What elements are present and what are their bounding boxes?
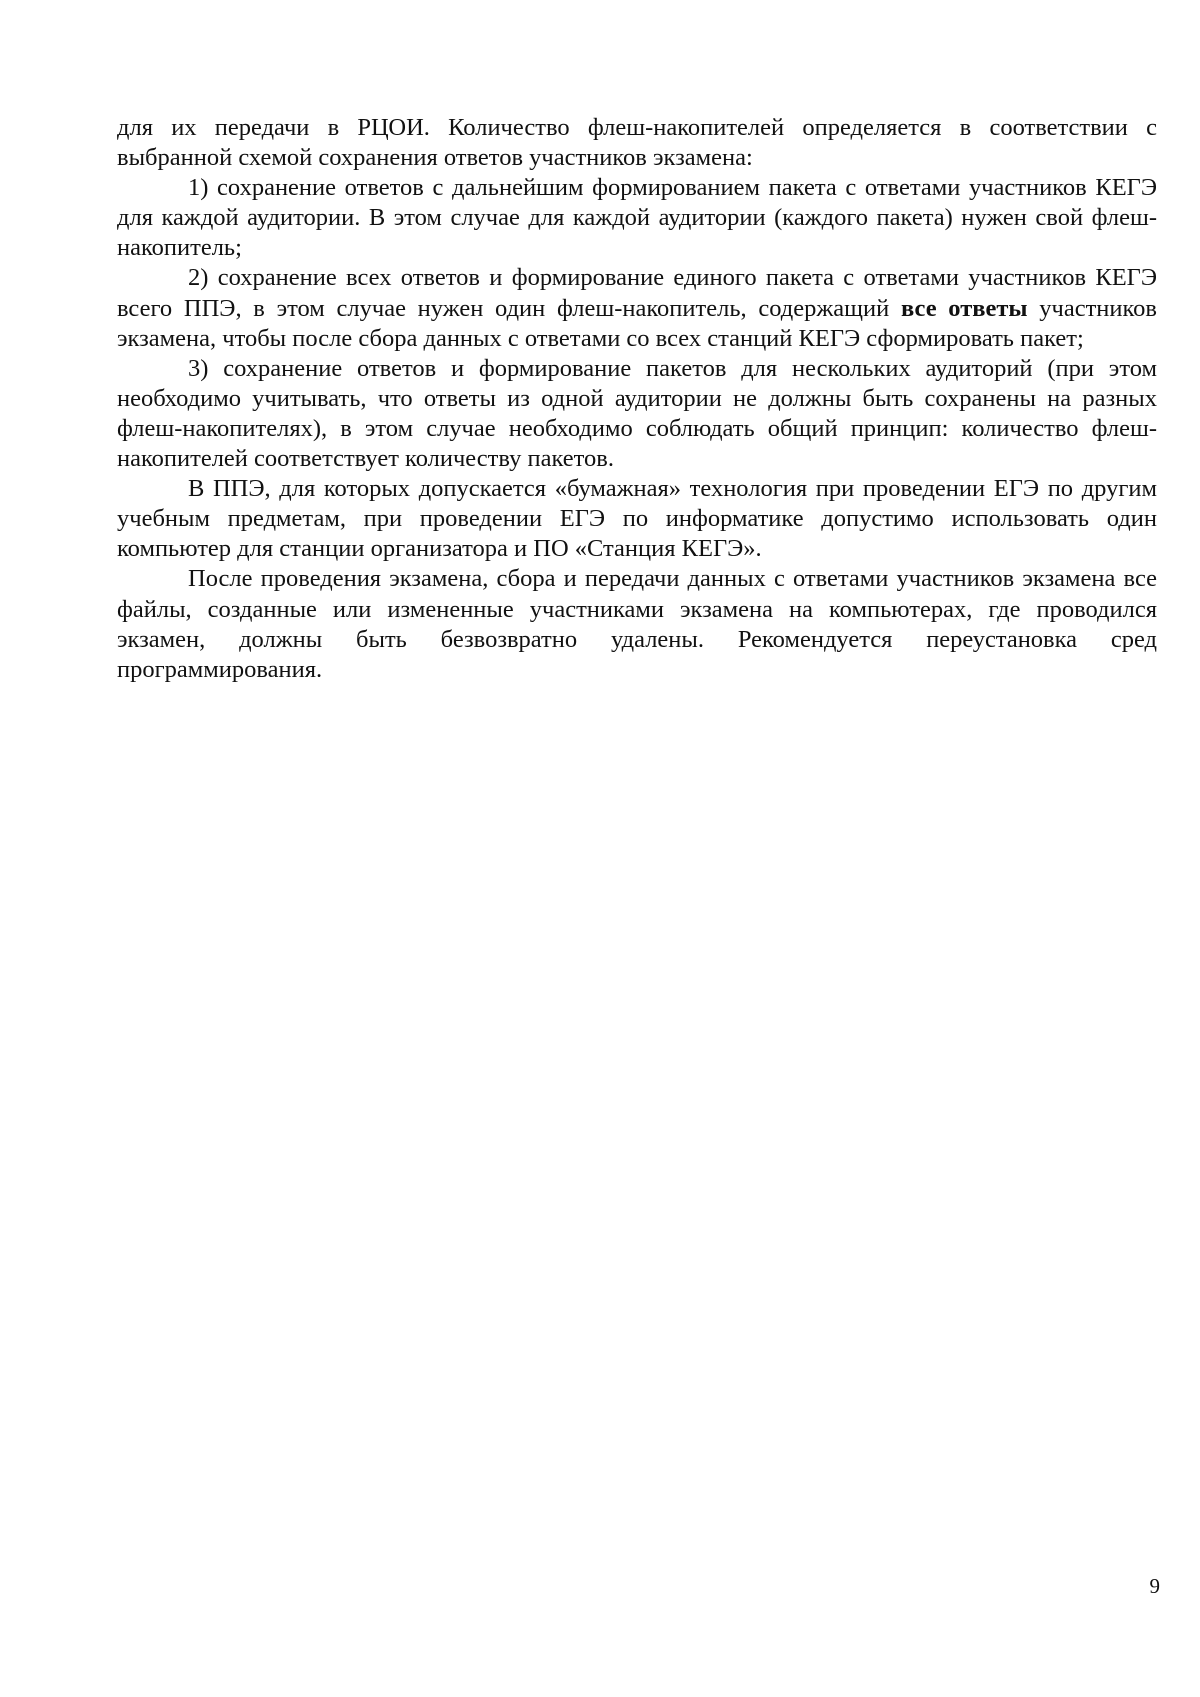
paragraph-paper-technology: В ППЭ, для которых допускается «бумажная» технология при проведении ЕГЭ по другим учебным предметам, при проведении ЕГЭ по информатике допустимо использовать один компьютер для станции организатора и ПО «Станция КЕГЭ». (117, 475, 1157, 563)
emphasis-all-answers: все ответы (900, 294, 1028, 322)
paragraph-continuation: для их передачи в РЦОИ. Количество флеш-накопителей определяется в соответствии с выбранной схемой сохранения ответов участников экзамена: (117, 114, 1157, 172)
document-body (117, 113, 1157, 685)
paragraph-option-2-end: участников экзамена, чтобы после сбора данных с ответами со всех станций КЕГЭ сформировать пакет; (117, 294, 1157, 352)
paragraph-option-2 (117, 263, 1157, 353)
paragraph-option-3: 3) сохранение ответов и формирование пакетов для нескольких аудиторий (при этом необходимо учитывать, что ответы из одной аудитории не должны быть сохранены на разных флеш-накопителях), в этом случае необходимо соблюдать общий принцип: количество флеш-накопителей соответствует количеству пакетов. (117, 354, 1157, 473)
paragraph-option-1: 1) сохранение ответов с дальнейшим формированием пакета с ответами участников КЕГЭ для каждой аудитории. В этом случае для каждой аудитории (каждого пакета) нужен свой флеш-накопитель; (117, 174, 1157, 262)
paragraph-option-2-start: 2) сохранение всех ответов и формирование единого пакета с ответами участников КЕГЭ всего ППЭ, в этом случае нужен один флеш-накопитель, содержащий (117, 264, 1157, 322)
page-number: 9 (1149, 1574, 1160, 1598)
paragraph-after-exam: После проведения экзамена, сбора и передачи данных с ответами участников экзамена все файлы, созданные или измененные участниками экзамена на компьютерах, где проводился экзамен, должны быть безвозвратно удалены. Рекомендуется переустановка сред программирования. (117, 565, 1157, 683)
